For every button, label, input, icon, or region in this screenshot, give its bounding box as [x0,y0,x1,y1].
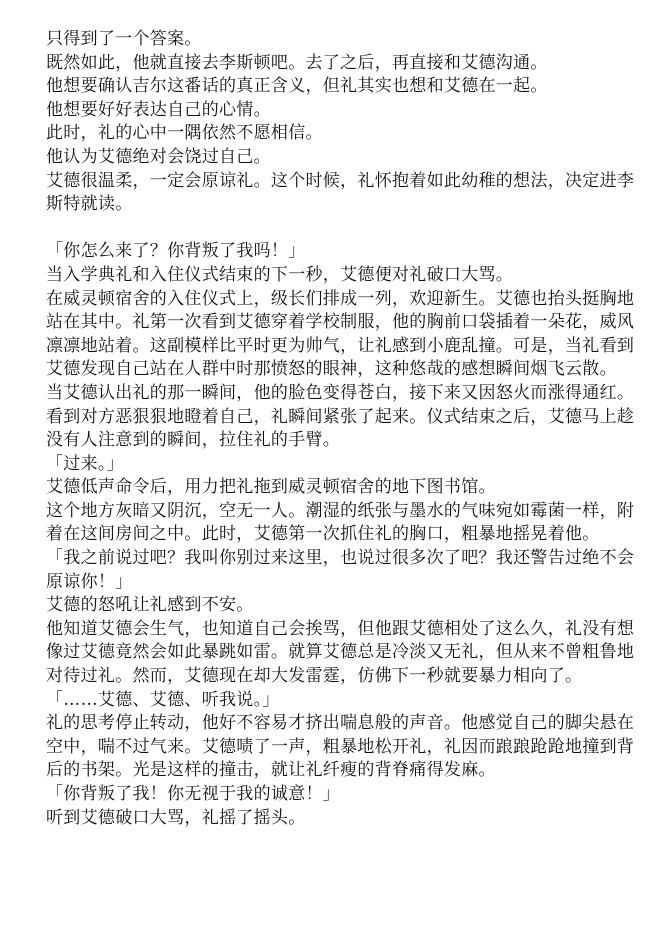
paragraph: 他认为艾德绝对会饶过自己。 [46,146,271,167]
paragraph: 在威灵顿宿舍的入住仪式上，级长们排成一列，欢迎新生。艾德也抬头挺胸地站在其中。礼第一次看到艾德穿着学校制服，他的胸前口袋插着一朵花，威风凛凛地站着。这副模样比平时更为帅气，让礼感到小鹿乱撞。可是，当礼看到艾德发现自己站在人群中时那愤怒的眼神，这种悠哉的感想瞬间烟飞云散。 [46,288,635,380]
paragraph: 他想要确认吉尔这番话的真正含义，但礼其实也想和艾德在一起。 [46,76,548,97]
dialogue-line: 「你背叛了我！你无视于我的诚意！」 [46,784,341,804]
paragraph: 此时，礼的心中一隅依然不愿相信。 [46,123,323,144]
document-body [46,28,646,830]
paragraph: 礼的思考停止转动，他好不容易才挤出喘息般的声音。他感觉自己的脚尖悬在空中，喘不过气来。艾德啧了一声，粗暴地松开礼，礼因而踉踉跄跄地撞到背后的书架。光是这样的撞击，就让礼纤瘦的背脊痛得发麻。 [46,713,635,781]
dialogue-line: 「我之前说过吧？我叫你别过来这里，也说过很多次了吧？我还警告过绝不会原谅你！」 [46,548,635,592]
paragraph: 艾德的怒吼让礼感到不安。 [46,595,254,616]
paragraph: 听到艾德破口大骂，礼摇了摇头。 [46,807,306,828]
paragraph: 这个地方灰暗又阴沉，空无一人。潮湿的纸张与墨水的气味宛如霉菌一样，附着在这间房间之中。此时，艾德第一次抓住礼的胸口，粗暴地摇晃着他。 [46,500,635,545]
paragraph: 他知道艾德会生气，也知道自己会挨骂，但他跟艾德相处了这么久，礼没有想像过艾德竟然会如此暴跳如雷。就算艾德总是冷淡又无礼，但从来不曾粗鲁地对待过礼。然而，艾德现在却大发雷霆，仿佛下一秒就要暴力相向了。 [46,618,635,687]
paragraph: 艾德低声命令后，用力把礼拖到威灵顿宿舍的地下图书馆。 [46,477,496,498]
dialogue-line: 「你怎么来了？你背叛了我吗！」 [46,241,306,262]
paragraph: 当入学典礼和入住仪式结束的下一秒，艾德便对礼破口大骂。 [46,264,514,285]
paragraph: 他想要好好表达自己的心情。 [46,99,271,120]
paragraph: 只得到了一个答案。 [46,29,202,49]
paragraph: 既然如此，他就直接去李斯顿吧。去了之后，再直接和艾德沟通。 [46,52,548,73]
dialogue-line: 「……艾德、艾德、听我说。」 [46,689,280,710]
dialogue-line: 「过来。」 [46,453,124,474]
section-break [46,217,646,241]
paragraph: 艾德很温柔，一定会原谅礼。这个时候，礼怀抱着如此幼稚的想法，决定进李斯特就读。 [46,170,635,215]
paragraph: 当艾德认出礼的那一瞬间，他的脸色变得苍白，接下来又因怒火而涨得通红。看到对方恶狠狠地瞪着自己，礼瞬间紧张了起来。仪式结束之后，艾德马上趁没有人注意到的瞬间，拉住礼的手臂。 [46,382,635,451]
